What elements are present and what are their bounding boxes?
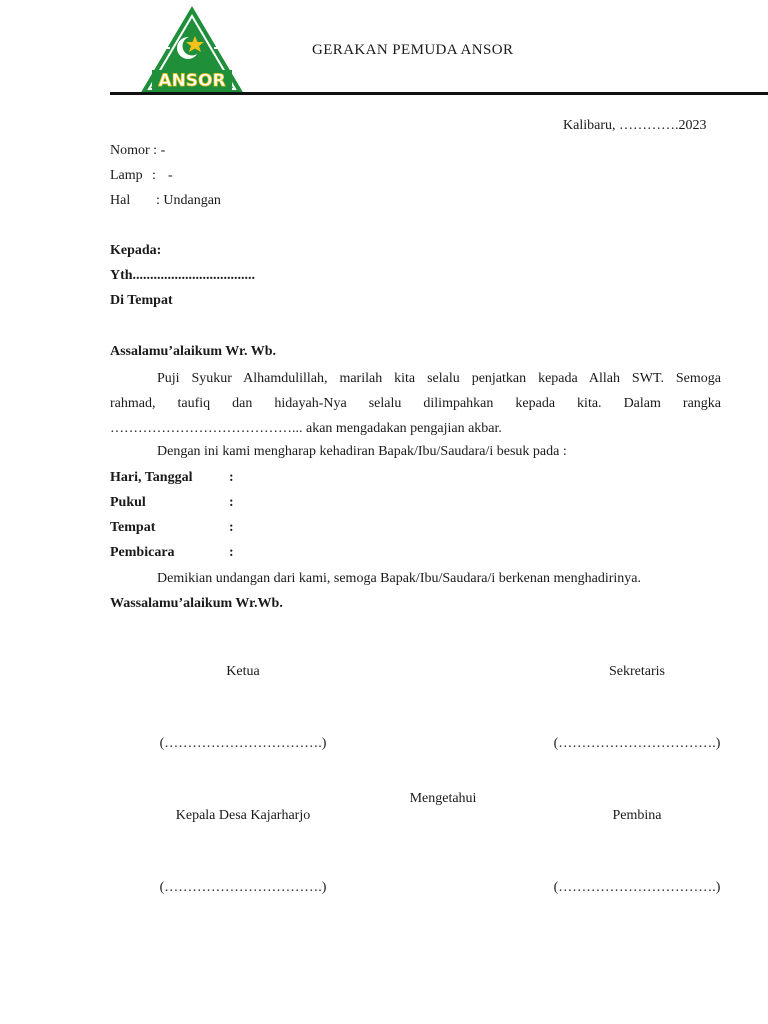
detail-sep: : bbox=[229, 545, 234, 560]
meta-label: Nomor bbox=[110, 143, 150, 158]
ansor-logo bbox=[138, 4, 246, 96]
closing-greeting: Wassalamu’alaikum Wr.Wb. bbox=[110, 596, 283, 611]
signature-blank-sekretaris: (…………………………….) bbox=[553, 736, 721, 751]
meta-lamp bbox=[110, 168, 173, 184]
recipient-to: Kepada: bbox=[110, 243, 162, 258]
signature-blank-pembina: (…………………………….) bbox=[553, 880, 721, 895]
paragraph-line: rahmad, taufiq dan hidayah-Nya selalu dilimpahkan kepada kita. Dalam rangka bbox=[110, 396, 721, 411]
organization-name: GERAKAN PEMUDA ANSOR bbox=[312, 42, 514, 58]
paragraph-line: …………………………………... akan mengadakan pengajian akbar. bbox=[110, 421, 502, 436]
signature-mengetahui: Mengetahui bbox=[409, 791, 477, 806]
meta-nomor bbox=[110, 143, 165, 159]
meta-sep: : bbox=[156, 193, 160, 208]
paragraph-line: Puji Syukur Alhamdulillah, marilah kita selalu penjatkan kepada Allah SWT. Semoga bbox=[157, 371, 721, 386]
greeting: Assalamu’alaikum Wr. Wb. bbox=[110, 344, 276, 359]
detail-sep: : bbox=[229, 495, 234, 510]
signature-title-sekretaris: Sekretaris bbox=[609, 664, 665, 679]
signature-title-pembina: Pembina bbox=[612, 808, 662, 823]
detail-label-hari: Hari, Tanggal bbox=[110, 470, 193, 485]
signature-blank-ketua: (…………………………….) bbox=[159, 736, 327, 751]
signature-title-ketua: Ketua bbox=[226, 664, 260, 679]
meta-value: - bbox=[168, 168, 173, 183]
recipient-place: Di Tempat bbox=[110, 293, 173, 308]
recipient-yth: Yth................................... bbox=[110, 268, 256, 283]
meta-value: - bbox=[160, 143, 166, 158]
meta-hal bbox=[110, 193, 221, 209]
detail-sep: : bbox=[229, 470, 234, 485]
meta-sep: : bbox=[153, 143, 158, 158]
meta-label: Lamp bbox=[110, 168, 143, 183]
letterhead-rule bbox=[110, 92, 768, 95]
place-date: Kalibaru, ………….2023 bbox=[563, 118, 707, 133]
detail-label-pembicara: Pembicara bbox=[110, 545, 175, 560]
meta-value: Undangan bbox=[163, 193, 221, 208]
detail-label-tempat: Tempat bbox=[110, 520, 156, 535]
meta-label: Hal bbox=[110, 193, 131, 208]
closing-paragraph: Demikian undangan dari kami, semoga Bapak/Ibu/Saudara/i berkenan menghadirinya. bbox=[157, 571, 642, 586]
logo-text: ANSOR bbox=[158, 71, 226, 91]
detail-sep: : bbox=[229, 520, 234, 535]
meta-sep: : bbox=[152, 168, 156, 183]
detail-label-pukul: Pukul bbox=[110, 495, 146, 510]
signature-blank-kepala-desa: (…………………………….) bbox=[159, 880, 327, 895]
invitation-intro: Dengan ini kami mengharap kehadiran Bapak/Ibu/Saudara/i besuk pada : bbox=[157, 444, 567, 459]
signature-title-kepala-desa: Kepala Desa Kajarharjo bbox=[175, 808, 311, 823]
